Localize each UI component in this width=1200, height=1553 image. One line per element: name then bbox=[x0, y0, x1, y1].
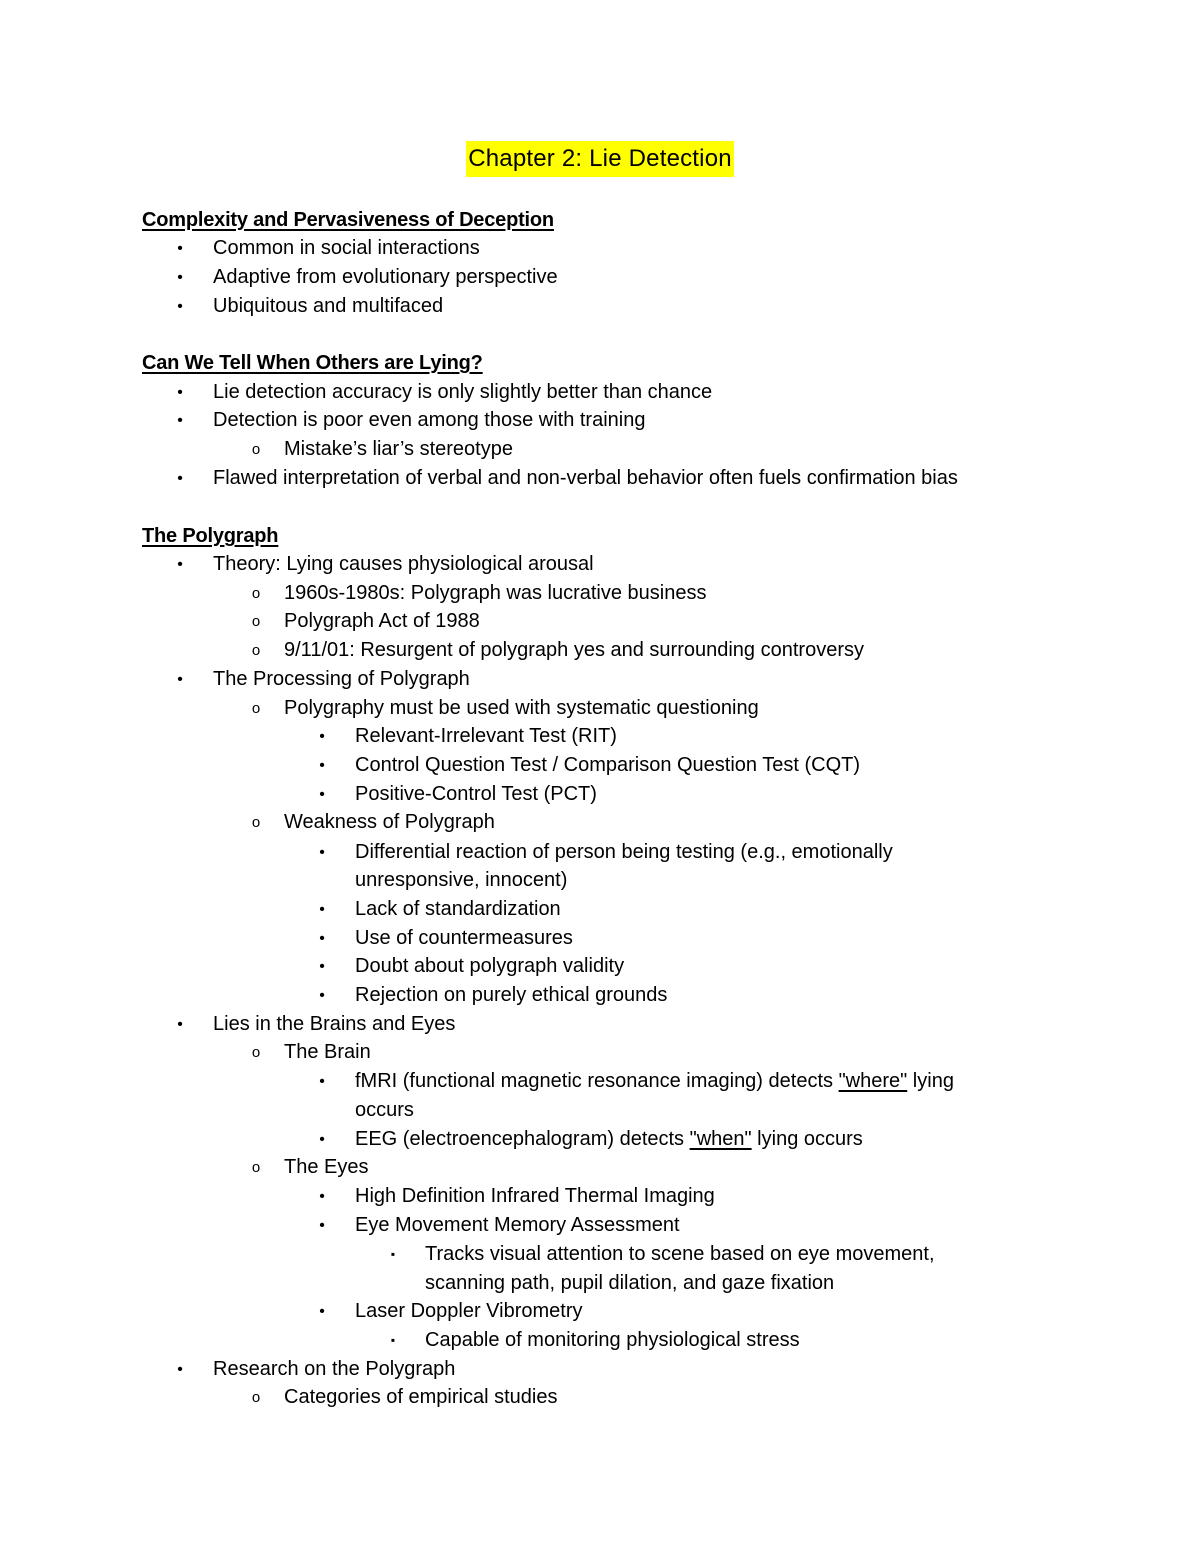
list-item-text bbox=[355, 1067, 954, 1096]
list-item-text: Categories of empirical studies bbox=[284, 1386, 558, 1408]
bullet-marker: • bbox=[177, 671, 183, 688]
list-item-text: occurs bbox=[355, 1099, 414, 1121]
bullet-marker: • bbox=[319, 958, 325, 975]
list-item-text: The Brain bbox=[284, 1041, 371, 1063]
list-item-text: Positive-Control Test (PCT) bbox=[355, 783, 597, 805]
bullet-marker: • bbox=[319, 987, 325, 1004]
list-item-text: Eye Movement Memory Assessment bbox=[355, 1214, 680, 1236]
list-item-text: High Definition Infrared Thermal Imaging bbox=[355, 1185, 715, 1207]
list-item-text: Weakness of Polygraph bbox=[284, 811, 495, 833]
list-item-text: Control Question Test / Comparison Question Test (CQT) bbox=[355, 754, 861, 776]
list-item-text: scanning path, pupil dilation, and gaze fixation bbox=[425, 1272, 835, 1294]
bullet-marker: • bbox=[177, 1016, 183, 1033]
list-item-text: Mistake’s liar’s stereotype bbox=[284, 438, 513, 460]
list-item-text: Differential reaction of person being testing (e.g., emotionally bbox=[355, 841, 893, 863]
list-item-text: Lack of standardization bbox=[355, 898, 561, 920]
list-item-text: Theory: Lying causes physiological arousal bbox=[213, 553, 594, 575]
list-item-text bbox=[355, 1125, 863, 1154]
list-item-text: Flawed interpretation of verbal and non-verbal behavior often fuels confirmation bias bbox=[213, 467, 958, 489]
list-item-text: Relevant-Irrelevant Test (RIT) bbox=[355, 725, 617, 747]
bullet-marker: o bbox=[251, 441, 261, 458]
bullet-marker: o bbox=[251, 700, 261, 717]
list-item-text: Research on the Polygraph bbox=[213, 1358, 456, 1380]
bullet-marker: • bbox=[177, 298, 183, 315]
page-title: Chapter 2: Lie Detection bbox=[466, 141, 734, 177]
title-wrap bbox=[0, 141, 1200, 177]
bullet-marker: • bbox=[319, 1303, 325, 1320]
bullet-marker: o bbox=[251, 1044, 261, 1061]
bullet-marker: • bbox=[319, 930, 325, 947]
list-item-text: Lies in the Brains and Eyes bbox=[213, 1013, 456, 1035]
list-item-text: Common in social interactions bbox=[213, 237, 480, 259]
text-run: fMRI (functional magnetic resonance imaging) detects bbox=[355, 1070, 839, 1092]
list-item-text: 9/11/01: Resurgent of polygraph yes and surrounding controversy bbox=[284, 639, 864, 661]
bullet-marker: ▪ bbox=[390, 1333, 396, 1347]
bullet-marker: o bbox=[251, 613, 261, 630]
list-item-text: Lie detection accuracy is only slightly better than chance bbox=[213, 381, 713, 403]
list-item-text: Laser Doppler Vibrometry bbox=[355, 1300, 583, 1322]
list-item-text: Adaptive from evolutionary perspective bbox=[213, 266, 558, 288]
bullet-marker: • bbox=[177, 240, 183, 257]
bullet-marker: • bbox=[177, 556, 183, 573]
list-item-text: Rejection on purely ethical grounds bbox=[355, 984, 668, 1006]
list-item-text: 1960s-1980s: Polygraph was lucrative business bbox=[284, 582, 707, 604]
text-run: lying bbox=[907, 1070, 954, 1092]
text-run: EEG (electroencephalogram) detects bbox=[355, 1128, 690, 1150]
bullet-marker: • bbox=[319, 1217, 325, 1234]
bullet-marker: • bbox=[319, 728, 325, 745]
list-item-text: Capable of monitoring physiological stress bbox=[425, 1329, 800, 1351]
bullet-marker: • bbox=[319, 757, 325, 774]
section-heading: Complexity and Pervasiveness of Deception bbox=[142, 209, 554, 231]
bullet-marker: • bbox=[177, 1361, 183, 1378]
list-item-text: Doubt about polygraph validity bbox=[355, 955, 625, 977]
bullet-marker: o bbox=[251, 1389, 261, 1406]
bullet-marker: • bbox=[177, 470, 183, 487]
section-heading: Can We Tell When Others are Lying? bbox=[142, 352, 483, 374]
bullet-marker: ▪ bbox=[390, 1247, 396, 1261]
bullet-marker: o bbox=[251, 814, 261, 831]
list-item-text: Polygraph Act of 1988 bbox=[284, 610, 480, 632]
bullet-marker: • bbox=[319, 786, 325, 803]
bullet-marker: o bbox=[251, 642, 261, 659]
list-item-text: Polygraphy must be used with systematic questioning bbox=[284, 697, 759, 719]
list-item-text: The Eyes bbox=[284, 1156, 369, 1178]
list-item-text: The Processing of Polygraph bbox=[213, 668, 470, 690]
text-run: lying occurs bbox=[751, 1128, 863, 1150]
list-item-text: Ubiquitous and multifaced bbox=[213, 295, 444, 317]
list-item-text: Tracks visual attention to scene based on eye movement, bbox=[425, 1243, 935, 1265]
bullet-marker: • bbox=[319, 844, 325, 861]
bullet-marker: • bbox=[177, 412, 183, 429]
list-item-text: Use of countermeasures bbox=[355, 927, 573, 949]
bullet-marker: • bbox=[319, 1131, 325, 1148]
bullet-marker: • bbox=[177, 384, 183, 401]
bullet-marker: o bbox=[251, 1159, 261, 1176]
list-item-text: unresponsive, innocent) bbox=[355, 869, 568, 891]
underlined-term: "when" bbox=[689, 1128, 752, 1150]
section-heading: The Polygraph bbox=[142, 525, 279, 547]
bullet-marker: • bbox=[319, 1073, 325, 1090]
bullet-marker: • bbox=[319, 1188, 325, 1205]
bullet-marker: • bbox=[319, 901, 325, 918]
bullet-marker: • bbox=[177, 269, 183, 286]
list-item-text: Detection is poor even among those with training bbox=[213, 409, 646, 431]
bullet-marker: o bbox=[251, 585, 261, 602]
underlined-term: "where" bbox=[838, 1070, 908, 1092]
